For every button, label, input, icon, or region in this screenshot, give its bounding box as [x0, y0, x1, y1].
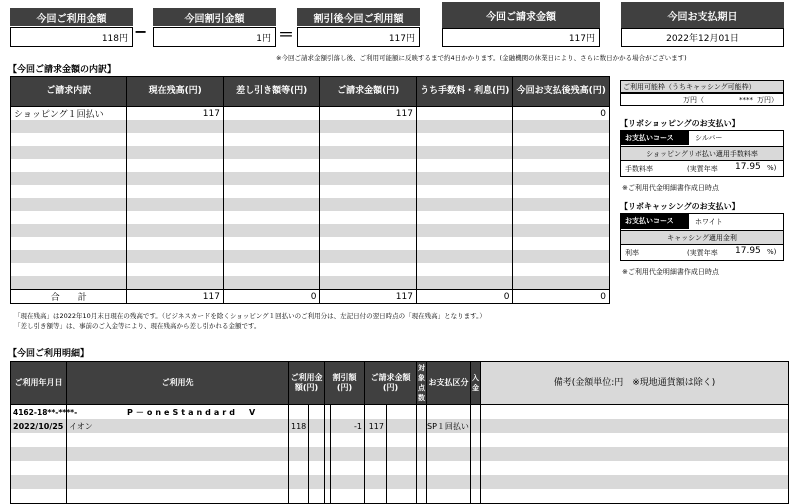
breakdown-note-1: 「現在残高」は2022年10月末日現在の残高です。（ビジネスカードを除くショッピング１回払いのご利用分は、左記日付の翌日時点の「現在残高」となります。） [14, 312, 486, 320]
usage-date: 2022/10/25 [11, 419, 67, 433]
col-header: 今回お支払後残高(円) [513, 77, 610, 107]
col-header: ご請求金額(円) [365, 362, 417, 405]
total-cell: 0 [223, 290, 320, 304]
credit-limit-label: ご利用可能枠（うちキャッシング可能枠） [620, 80, 784, 93]
table-row [11, 107, 610, 121]
due-date-label: 今回お支払期日 [621, 2, 784, 28]
discount-amount-label: 今回割引金額 [153, 8, 276, 26]
payment-type [427, 419, 471, 433]
col-header: 備考(金額単位:円 ※現地通貨額は除く) [481, 362, 789, 405]
detail-title: 【今回ご利用明細】 [8, 349, 90, 359]
cell [223, 107, 320, 121]
col-header: ご請求内訳 [11, 77, 127, 107]
col-header: 入金 [471, 362, 481, 405]
usage-amount-value: 118円 [10, 27, 133, 47]
revo-cashing-title: 【リボキャッシングのお支払い】 [620, 202, 740, 211]
table-row [11, 419, 789, 433]
usage-amount: 118 [289, 419, 309, 433]
real-rate-label: (実質年率 [687, 249, 718, 257]
discount-amount-value: 1円 [153, 27, 276, 47]
shop-note: ※ご利用代金明細書作成日時点 [622, 184, 719, 192]
cell [416, 107, 513, 121]
equals-sign: ＝ [278, 25, 295, 44]
col-header: ご利用金額(円) [289, 362, 325, 405]
col-header: ご利用先 [67, 362, 289, 405]
limit-unit1: 万円（ [683, 96, 704, 104]
usage-amount-label: 今回ご利用金額 [10, 8, 133, 26]
cash-course-box [620, 213, 784, 261]
breakdown-table [10, 76, 610, 304]
cell: 0 [513, 107, 610, 121]
card-row [11, 405, 789, 420]
after-discount-label: 割引後今回ご利用額 [297, 8, 420, 26]
summary-note: ※今回ご請求金額引落し後、ご利用可能額に反映するまで約4日かかります。(金融機関の休業日により、さらに数日かかる場合がございます) [276, 54, 687, 62]
cell: 117 [127, 107, 224, 121]
breakdown-title: 【今回ご請求金額の内訳】 [8, 65, 117, 75]
cash-course-value: ホワイト [695, 218, 723, 226]
shop-fee-title: ショッピングリボ払い適用手数料率 [621, 146, 783, 161]
total-cell: 0 [416, 290, 513, 304]
shop-rate-percent: %) [767, 164, 777, 172]
billing-amount-label: 今回ご請求金額 [442, 2, 600, 28]
col-header: うち手数料・利息(円) [416, 77, 513, 107]
interest-label: 利率 [625, 249, 639, 257]
cash-rate-percent: %) [767, 248, 777, 256]
detail-table [10, 361, 789, 504]
target-points [417, 419, 427, 433]
credit-limit-box [620, 93, 784, 106]
course-label: お支払いコース [621, 214, 689, 229]
minus-sign: − [134, 22, 148, 41]
billing-amount: 117 [365, 419, 387, 433]
cell: ショッピング１回払い [11, 107, 127, 121]
total-cell: 117 [127, 290, 224, 304]
col-header: 差し引き額等(円) [223, 77, 320, 107]
col-header: ご請求金額(円) [320, 77, 417, 107]
col-header: 対象点数 [417, 362, 427, 405]
fee-rate-label: 手数料率 [625, 165, 653, 173]
cash-rate-title: キャッシング適用金利 [621, 230, 783, 245]
shop-rate-value: 17.95 [735, 162, 761, 172]
real-rate-label: (実質年率 [687, 165, 718, 173]
col-header: 割引額(円) [325, 362, 365, 405]
limit-unit2: 万円） [757, 96, 778, 104]
col-header: ご利用年月日 [11, 362, 67, 405]
payment-code: SP [427, 421, 437, 431]
card-number: 4162-18**-****- [11, 405, 67, 420]
total-cell: 0 [513, 290, 610, 304]
revo-shopping-title: 【リボショッピングのお支払い】 [620, 119, 740, 128]
shop-course-value: シルバー [695, 134, 723, 142]
discount-amount: -1 [331, 419, 365, 433]
cash-rate-value: 17.95 [735, 246, 761, 256]
billing-amount-value: 117円 [442, 28, 600, 47]
card-name: P－oneStandard V [67, 405, 289, 420]
course-label: お支払いコース [621, 131, 689, 145]
cash-note: ※ご利用代金明細書作成日時点 [622, 268, 719, 276]
total-cell: 117 [320, 290, 417, 304]
total-row [11, 290, 610, 304]
merchant: イオン [67, 419, 289, 433]
col-header: 現在残高(円) [127, 77, 224, 107]
after-discount-value: 117円 [297, 27, 420, 47]
due-date-value: 2022年12月01日 [621, 28, 784, 47]
total-label: 合 計 [11, 290, 127, 304]
col-header: お支払区分 [427, 362, 471, 405]
limit-mask: **** [739, 96, 753, 104]
shop-course-box [620, 130, 784, 177]
breakdown-note-2: 「差し引き額等」は、事前のご入金等により、現在残高から差し引かれる金額です。 [14, 322, 261, 330]
cell: 117 [320, 107, 417, 121]
payment-method: １回払い [436, 421, 469, 431]
